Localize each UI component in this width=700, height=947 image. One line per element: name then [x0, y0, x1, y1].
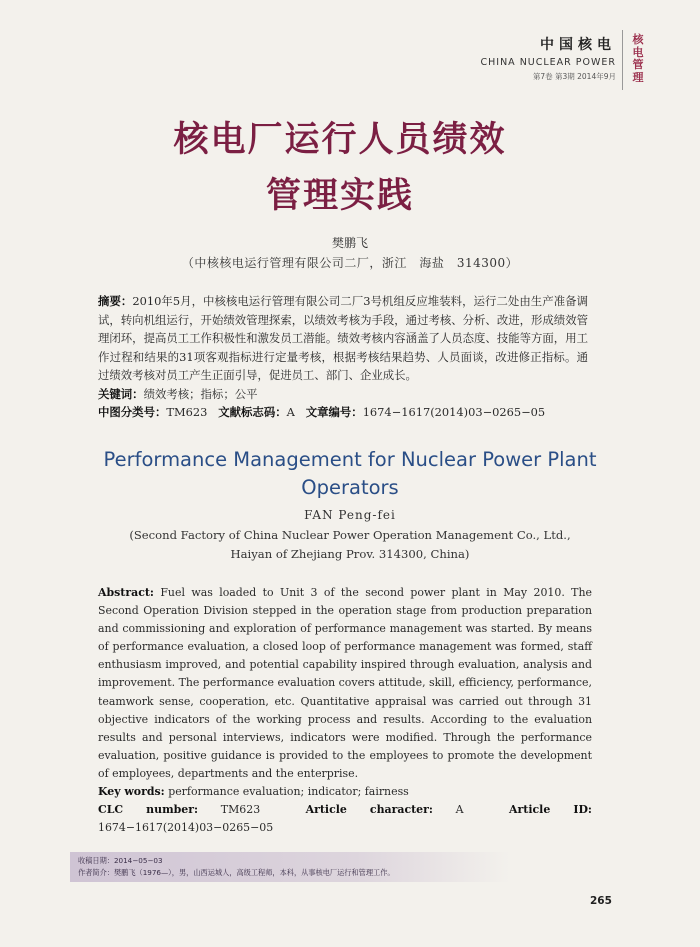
keywords-en-label: Key words:: [98, 785, 165, 799]
doc-code-label: 文献标志码：: [218, 405, 287, 419]
classification-en: [98, 801, 592, 837]
author-cn: 樊鹏飞: [331, 236, 368, 250]
received-date: 收稿日期：2014−05−03: [78, 856, 163, 865]
clc-en-value: TM623: [220, 803, 261, 817]
abstract-en-label: Abstract:: [98, 586, 154, 599]
abstract-cn-text: 2010年5月，中核核电运行管理有限公司二厂3号机组反应堆装料，运行二处由生产准备调试，转向机组运行，开始绩效管理探索，以绩效考核为手段，通过考核、分析、改进，形成绩效管理闭环，提高员工工作积极性和激发员工潜能。绩效考核内容涵盖了人员态度、技能等方面，用工作过程和结果的31项客观指标进行定量考核，根据考核结果趋势、人员面谈，改进修正指标。通过绩效考核对员工产生正面引导，促进员工、部门、企业成长。: [98, 294, 588, 382]
affiliation-en-line2: Haiyan of Zhejiang Prov. 314300, China): [230, 547, 470, 561]
page-number: 265: [590, 895, 612, 907]
abstract-cn-block: [98, 292, 588, 422]
journal-header: [480, 34, 616, 82]
abstract-cn: [98, 292, 588, 385]
article-char-label: Article character:: [305, 803, 433, 817]
abstract-en-block: [98, 584, 592, 837]
title-en-line2: Operators: [301, 476, 399, 499]
author-bio: 作者简介：樊鹏飞（1976—），男，山西运城人，高级工程师，本科，从事核电厂运行和管理工作。: [78, 868, 395, 877]
classification-cn: [98, 403, 588, 422]
article-id-value: 1674−1617(2014)03−0265−05: [98, 821, 274, 835]
journal-name-cn: 中国核电: [540, 37, 616, 53]
article-id-label: Article ID:: [509, 803, 592, 817]
clc-cn-label: 中图分类号：: [98, 405, 167, 419]
journal-name-en: CHINA NUCLEAR POWER: [480, 57, 616, 68]
author-en: FAN Peng-fei: [304, 508, 396, 522]
keywords-en-text: performance evaluation; indicator; fairness: [168, 785, 409, 799]
article-no-label: 文章编号：: [305, 405, 363, 419]
affiliation-en: [100, 526, 600, 564]
header-divider: [622, 30, 623, 90]
keywords-cn-text: 绩效考核；指标；公平: [143, 386, 258, 401]
doc-code-value: A: [286, 405, 295, 419]
journal-issue: 第7卷 第3期 2014年9月: [532, 72, 616, 81]
abstract-en: [98, 584, 592, 783]
title-en-line1: Performance Management for Nuclear Power Plant: [103, 448, 597, 471]
title-cn-line2: 管理实践: [265, 175, 414, 216]
article-char-value: A: [455, 803, 464, 817]
article-title-cn: [100, 112, 580, 224]
affiliation-cn: （中核核电运行管理有限公司二厂，浙江 海盐 314300）: [181, 256, 519, 270]
affiliation-en-line1: (Second Factory of China Nuclear Power Operation Management Co., Ltd.,: [129, 528, 571, 542]
clc-en-label: CLC number:: [98, 803, 199, 817]
clc-cn-value: TM623: [166, 405, 208, 419]
footnote-band: [70, 852, 510, 882]
abstract-en-text: Fuel was loaded to Unit 3 of the second power plant in May 2010. The Second Operation Division stepped in the operation stage from production preparation and commissioning and exploration of performance management was started. By means of performance evaluation, a closed loop of performance management was formed, staff enthusiasm improved, and potential capability inspired through evaluation, analysis and improvement. The performance evaluation covers attitude, skill, efficiency, performance, teamwork sense, cooperation, etc. Quantitative appraisal was carried out through 31 objective indicators of the working process and results. According to the evaluation results and personal interviews, indicators were modified. Through the performance evaluation, positive guidance is provided to the employees to promote the development of employees, departments and the enterprise.: [98, 586, 592, 780]
article-no-value: 1674−1617(2014)03−0265−05: [362, 405, 546, 419]
section-label-vertical: 核电管理: [632, 33, 644, 84]
abstract-cn-label: 摘要：: [98, 294, 133, 308]
keywords-cn-label: 关键词：: [98, 386, 144, 401]
article-title-en: [100, 446, 600, 502]
title-cn-line1: 核电厂运行人员绩效: [173, 119, 507, 160]
keywords-cn: [98, 385, 588, 404]
keywords-en: [98, 783, 592, 801]
